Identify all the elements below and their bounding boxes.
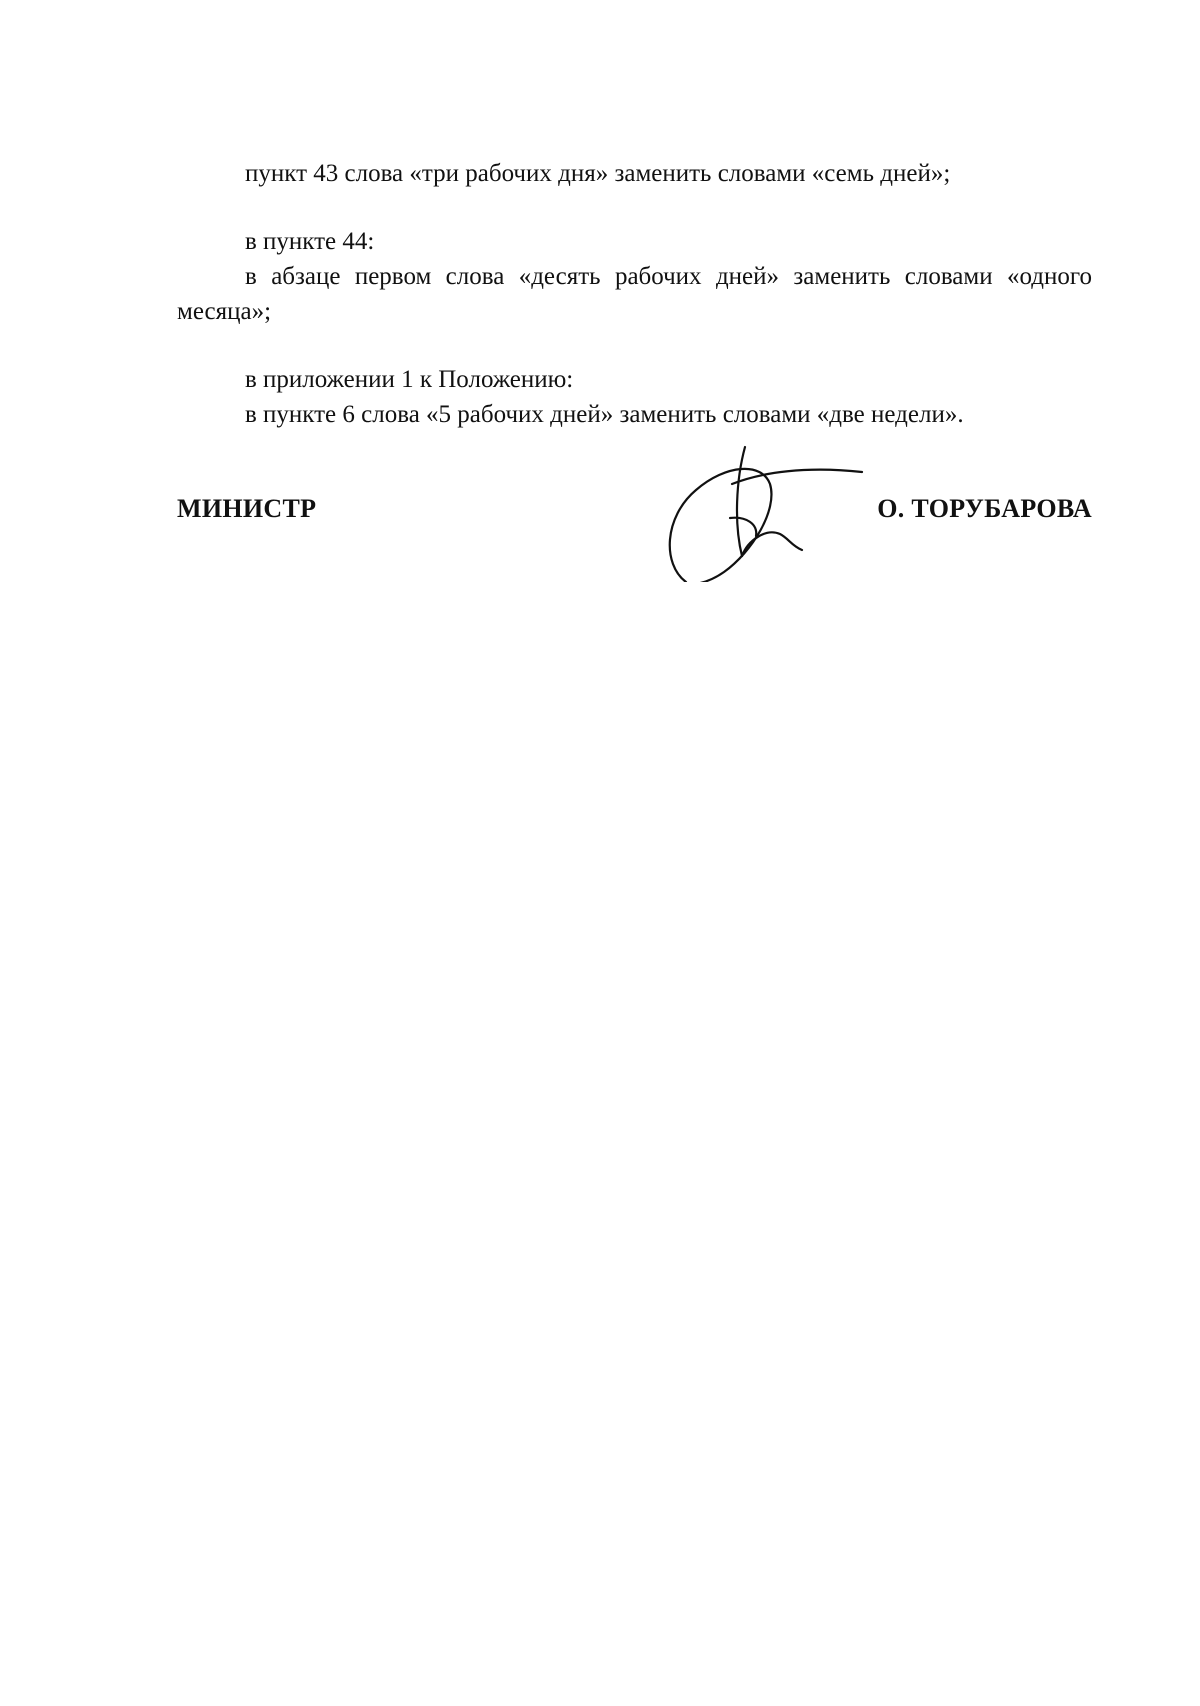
paragraph-item-44-first-para: в абзаце первом слова «десять рабочих дней» заменить словами «одного месяца»; bbox=[177, 263, 1092, 325]
handwritten-signature bbox=[662, 432, 872, 582]
amendment-text bbox=[177, 156, 1092, 432]
paragraph-appendix-item-6: в пункте 6 слова «5 рабочих дней» заменить словами «две недели». bbox=[245, 401, 964, 428]
signature-block bbox=[177, 494, 1092, 534]
paragraph-appendix-heading: в приложении 1 к Положению: bbox=[245, 366, 574, 393]
paragraph-item-44-heading: в пункте 44: bbox=[245, 228, 375, 255]
signatory-title: МИНИСТР bbox=[177, 494, 317, 523]
paragraph-item-43: пункт 43 слова «три рабочих дня» заменить словами «семь дней»; bbox=[245, 160, 951, 187]
signatory-name: О. ТОРУБАРОВА bbox=[877, 494, 1092, 523]
